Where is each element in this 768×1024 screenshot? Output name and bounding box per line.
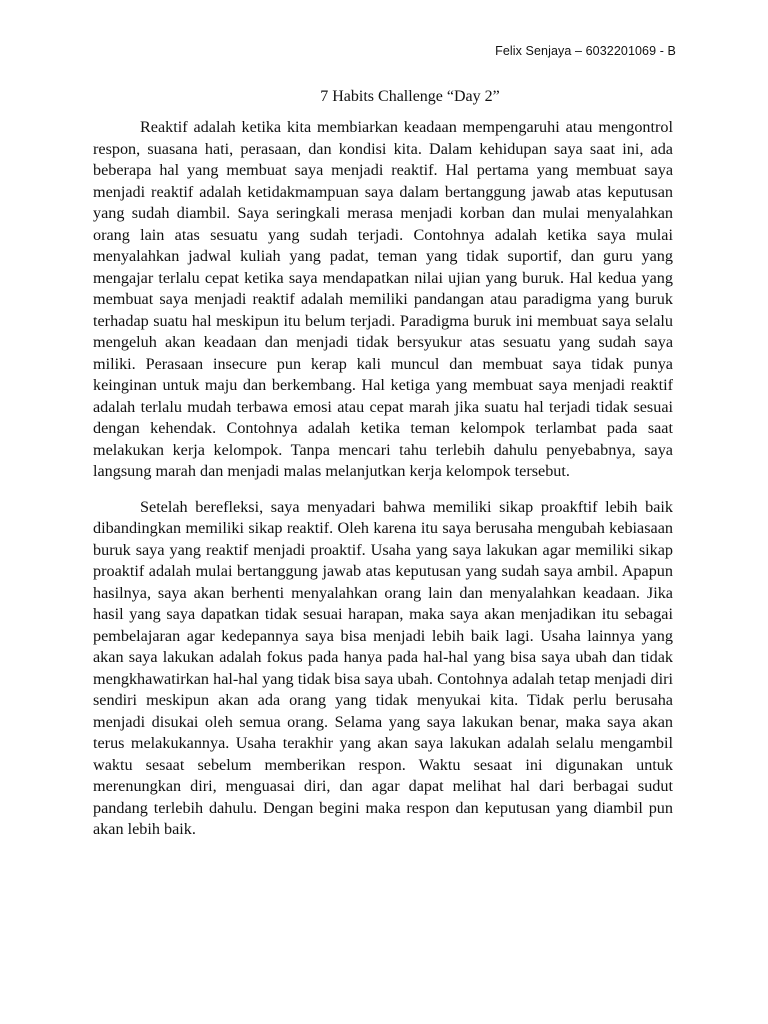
document-title: 7 Habits Challenge “Day 2” xyxy=(320,88,500,105)
paragraph-reactive: Reaktif adalah ketika kita membiarkan keadaan mempengaruhi atau mengontrol respon, suasana hati, perasaan, dan kondisi kita. Dalam kehidupan saya saat ini, ada beberapa hal yang membuat saya menjadi reaktif. Hal pertama yang membuat saya menjadi reaktif adalah ketidakmampuan saya dalam bertanggung jawab atas keputusan yang sudah diambil. Saya seringkali merasa menjadi korban dan mulai menyalahkan orang lain atas sesuatu yang sudah terjadi. Contohnya adalah ketika saya mulai menyalahkan jadwal kuliah yang padat, teman yang tidak suportif, dan guru yang mengajar terlalu cepat ketika saya mendapatkan nilai ujian yang buruk. Hal kedua yang membuat saya menjadi reaktif adalah memiliki pandangan atau paradigma yang buruk terhadap suatu hal meskipun itu belum terjadi. Paradigma buruk ini membuat saya selalu mengeluh akan keadaan dan menjadi tidak bersyukur atas sesuatu yang sudah saya miliki. Perasaan insecure pun kerap kali muncul dan membuat saya tidak punya keinginan untuk maju dan berkembang. Hal ketiga yang membuat saya menjadi reaktif adalah terlalu mudah terbawa emosi atau cepat marah jika suatu hal terjadi tidak sesuai dengan kehendak. Contohnya adalah ketika teman kelompok terlambat pada saat melakukan kerja kelompok. Tanpa mencari tahu terlebih dahulu penyebabnya, saya langsung marah dan menjadi malas melanjutkan kerja kelompok tersebut. xyxy=(93,118,673,480)
paragraph-proactive: Setelah berefleksi, saya menyadari bahwa memiliki sikap proakftif lebih baik dibandingkan memiliki sikap reaktif. Oleh karena itu saya berusaha mengubah kebiasaan buruk saya yang reaktif menjadi proaktif. Usaha yang saya lakukan agar memiliki sikap proaktif adalah mulai bertanggung jawab atas keputusan yang sudah saya ambil. Apapun hasilnya, saya akan berhenti menyalahkan orang lain dan menyalahkan keadaan. Jika hasil yang saya dapatkan tidak sesuai harapan, maka saya akan menjadikan itu sebagai pembelajaran agar kedepannya saya bisa menjadi lebih baik lagi. Usaha lainnya yang akan saya lakukan adalah fokus pada hanya pada hal-hal yang bisa saya ubah dan tidak mengkhawatirkan hal-hal yang tidak bisa saya ubah. Contohnya adalah tetap menjadi diri sendiri meskipun akan ada orang yang tidak menyukai kita. Tidak perlu berusaha menjadi disukai oleh semua orang. Selama yang saya lakukan benar, maka saya akan terus melakukannya. Usaha terakhir yang akan saya lakukan adalah selalu mengambil waktu sesaat sebelum memberikan respon. Waktu sesaat ini digunakan untuk merenungkan diri, menguasai diri, dan agar dapat melihat hal dari berbagai sudut pandang terlebih dahulu. Dengan begini maka respon dan keputusan yang diambil pun akan lebih baik. xyxy=(93,497,673,838)
document-body xyxy=(93,117,673,841)
author-header: Felix Senjaya – 6032201069 - B xyxy=(495,44,676,58)
